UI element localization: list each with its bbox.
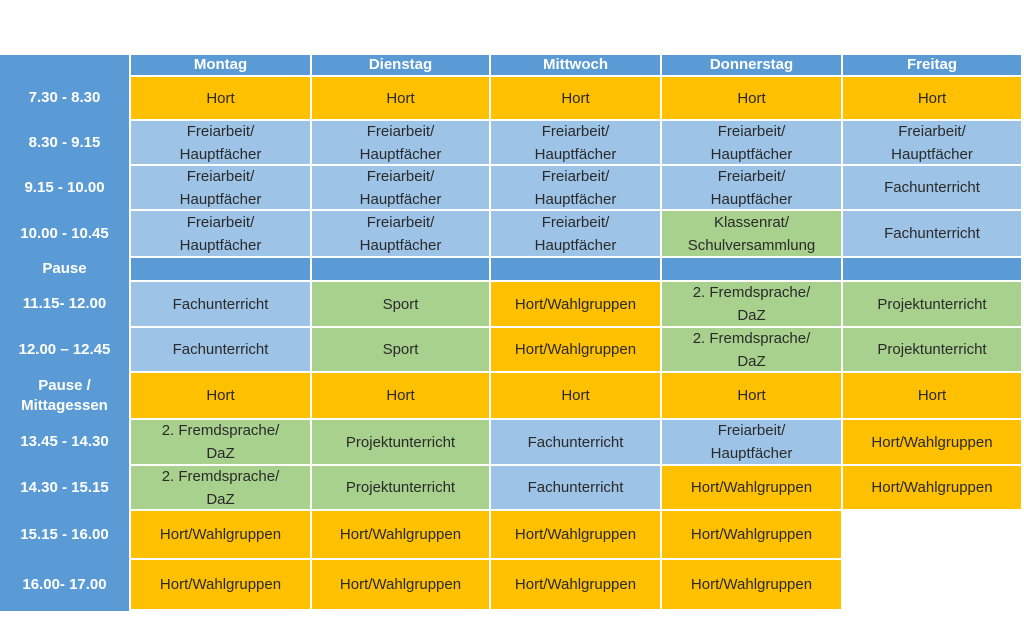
lesson-cell: Hort/Wahlgruppen bbox=[491, 328, 660, 371]
lesson-cell: Freiarbeit/ Hauptfächer bbox=[131, 166, 310, 209]
lesson-cell: Hort bbox=[131, 373, 310, 418]
lesson-cell: 2. Fremdsprache/ DaZ bbox=[131, 420, 310, 464]
lesson-cell: Freiarbeit/ Hauptfächer bbox=[491, 166, 660, 209]
day-header-freitag: Freitag bbox=[843, 55, 1021, 75]
time-slot-label: 7.30 - 8.30 bbox=[0, 77, 129, 119]
lesson-cell: Freiarbeit/ Hauptfächer bbox=[312, 166, 489, 209]
day-header-dienstag: Dienstag bbox=[312, 55, 489, 75]
time-slot-label: 9.15 - 10.00 bbox=[0, 166, 129, 209]
lesson-cell: Fachunterricht bbox=[131, 282, 310, 326]
lesson-cell: Projektunterricht bbox=[312, 420, 489, 464]
lesson-cell: Hort bbox=[843, 77, 1021, 119]
lesson-cell: Projektunterricht bbox=[312, 466, 489, 509]
lesson-cell: Freiarbeit/ Hauptfächer bbox=[662, 420, 841, 464]
day-header-montag: Montag bbox=[131, 55, 310, 75]
pause-cell bbox=[491, 258, 660, 280]
time-slot-label: 14.30 - 15.15 bbox=[0, 466, 129, 509]
lesson-cell: Projektunterricht bbox=[843, 282, 1021, 326]
lesson-cell: Hort bbox=[491, 77, 660, 119]
pause-cell bbox=[312, 258, 489, 280]
lesson-cell: Hort/Wahlgruppen bbox=[131, 511, 310, 558]
time-slot-label: 12.00 – 12.45 bbox=[0, 328, 129, 371]
lesson-cell: Freiarbeit/ Hauptfächer bbox=[491, 121, 660, 164]
time-slot-label: 10.00 - 10.45 bbox=[0, 211, 129, 256]
lesson-cell: Hort/Wahlgruppen bbox=[843, 420, 1021, 464]
pause-cell bbox=[843, 258, 1021, 280]
lesson-cell: Freiarbeit/ Hauptfächer bbox=[131, 121, 310, 164]
lesson-cell: 2. Fremdsprache/ DaZ bbox=[662, 282, 841, 326]
pause-cell bbox=[662, 258, 841, 280]
lesson-cell: Hort bbox=[491, 373, 660, 418]
lesson-cell: Sport bbox=[312, 328, 489, 371]
lesson-cell: Fachunterricht bbox=[843, 211, 1021, 256]
lesson-cell: Sport bbox=[312, 282, 489, 326]
time-slot-label: 13.45 - 14.30 bbox=[0, 420, 129, 464]
lesson-cell: Fachunterricht bbox=[491, 420, 660, 464]
lesson-cell: Hort/Wahlgruppen bbox=[491, 560, 660, 609]
day-header-mittwoch: Mittwoch bbox=[491, 55, 660, 75]
lesson-cell: Hort/Wahlgruppen bbox=[491, 511, 660, 558]
lesson-cell: Freiarbeit/ Hauptfächer bbox=[312, 211, 489, 256]
time-slot-label: 11.15- 12.00 bbox=[0, 282, 129, 326]
lesson-cell: Freiarbeit/ Hauptfächer bbox=[662, 166, 841, 209]
lesson-cell: Hort/Wahlgruppen bbox=[131, 560, 310, 609]
lesson-cell: Projektunterricht bbox=[843, 328, 1021, 371]
lesson-cell: Hort/Wahlgruppen bbox=[312, 511, 489, 558]
lesson-cell: Hort/Wahlgruppen bbox=[662, 560, 841, 609]
lesson-cell: Hort bbox=[131, 77, 310, 119]
lesson-cell: Hort/Wahlgruppen bbox=[843, 466, 1021, 509]
lesson-cell: 2. Fremdsprache/ DaZ bbox=[131, 466, 310, 509]
time-slot-label: 8.30 - 9.15 bbox=[0, 121, 129, 164]
lesson-cell: Freiarbeit/ Hauptfächer bbox=[312, 121, 489, 164]
pause-cell bbox=[131, 258, 310, 280]
lesson-cell: Hort/Wahlgruppen bbox=[662, 511, 841, 558]
lesson-cell: Fachunterricht bbox=[843, 166, 1021, 209]
lesson-cell: Freiarbeit/ Hauptfächer bbox=[843, 121, 1021, 164]
time-slot-label: 16.00- 17.00 bbox=[0, 560, 129, 609]
day-header-donnerstag: Donnerstag bbox=[662, 55, 841, 75]
lesson-cell: Hort/Wahlgruppen bbox=[491, 282, 660, 326]
time-slot-label: 15.15 - 16.00 bbox=[0, 511, 129, 558]
lesson-cell: Freiarbeit/ Hauptfächer bbox=[491, 211, 660, 256]
lesson-cell: Klassenrat/ Schulversammlung bbox=[662, 211, 841, 256]
lesson-cell: Hort bbox=[662, 373, 841, 418]
lesson-cell: Hort/Wahlgruppen bbox=[312, 560, 489, 609]
lesson-cell: Hort bbox=[312, 77, 489, 119]
lesson-cell: Fachunterricht bbox=[491, 466, 660, 509]
lesson-cell: Hort bbox=[662, 77, 841, 119]
lesson-cell: Hort bbox=[843, 373, 1021, 418]
lesson-cell: Hort bbox=[312, 373, 489, 418]
lesson-cell: Hort/Wahlgruppen bbox=[662, 466, 841, 509]
lesson-cell: Fachunterricht bbox=[131, 328, 310, 371]
lesson-cell: Freiarbeit/ Hauptfächer bbox=[131, 211, 310, 256]
time-slot-label: Pause / Mittagessen bbox=[0, 373, 129, 418]
time-slot-label: Pause bbox=[0, 258, 129, 280]
lesson-cell: Freiarbeit/ Hauptfächer bbox=[662, 121, 841, 164]
lesson-cell: 2. Fremdsprache/ DaZ bbox=[662, 328, 841, 371]
